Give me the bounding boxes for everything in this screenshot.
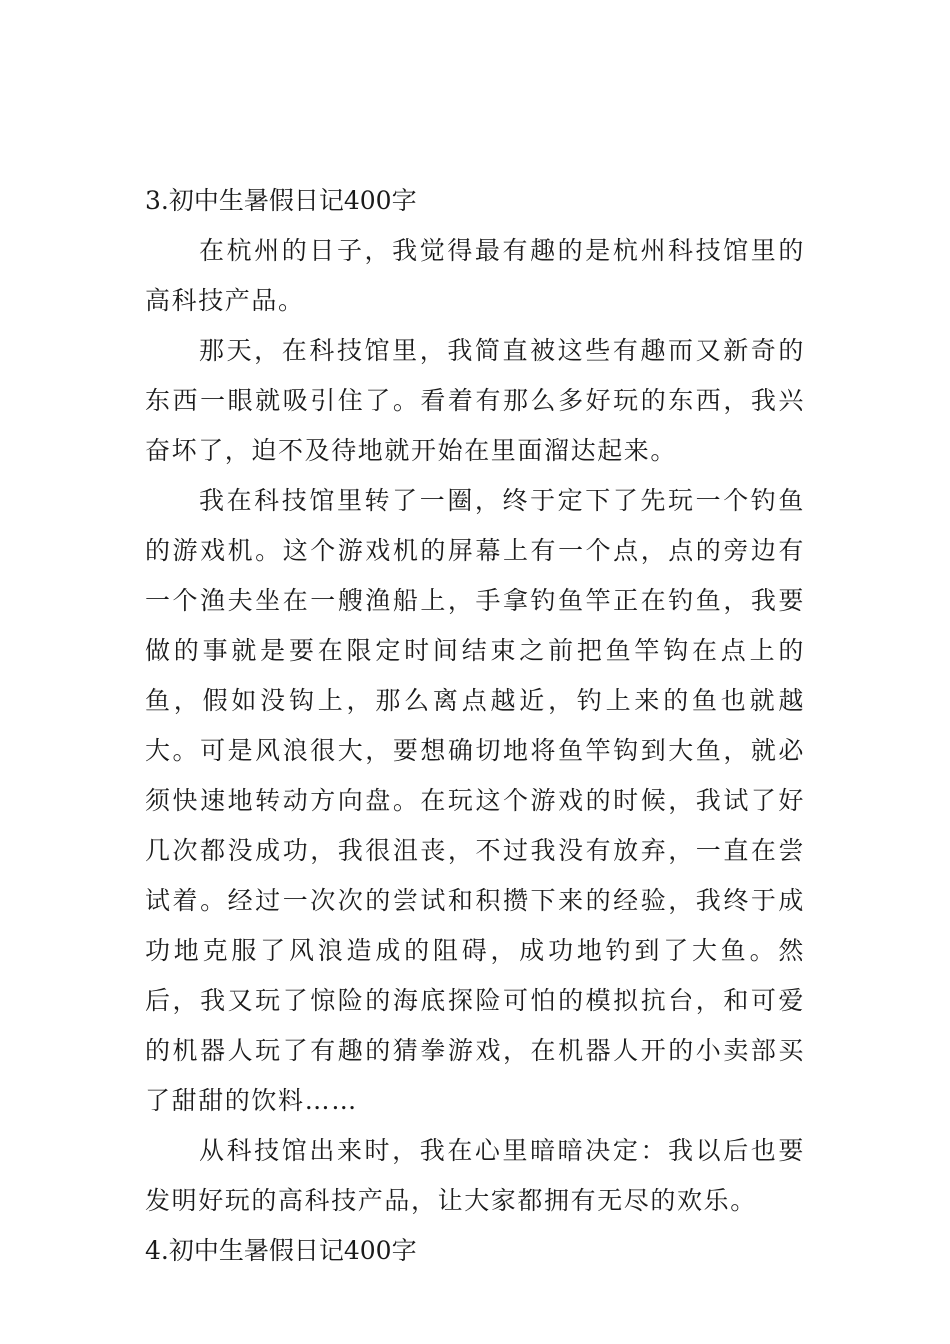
paragraph-1: 在杭州的日子，我觉得最有趣的是杭州科技馆里的高科技产品。	[145, 236, 805, 315]
document-body	[145, 176, 805, 1276]
paragraph-2: 那天，在科技馆里，我简直被这些有趣而又新奇的东西一眼就吸引住了。看着有那么多好玩的东西，我兴奋坏了，迫不及待地就开始在里面溜达起来。	[145, 336, 805, 465]
paragraph-3: 我在科技馆里转了一圈，终于定下了先玩一个钓鱼的游戏机。这个游戏机的屏幕上有一个点，点的旁边有一个渔夫坐在一艘渔船上，手拿钓鱼竿正在钓鱼，我要做的事就是要在限定时间结束之前把鱼竿钩在点上的鱼，假如没钩上，那么离点越近，钓上来的鱼也就越大。可是风浪很大，要想确切地将鱼竿钩到大鱼，就必须快速地转动方向盘。在玩这个游戏的时候，我试了好几次都没成功，我很沮丧，不过我没有放弃，一直在尝试着。经过一次次的尝试和积攒下来的经验，我终于成功地克服了风浪造成的阻碍，成功地钓到了大鱼。然后，我又玩了惊险的海底探险可怕的模拟抗台，和可爱的机器人玩了有趣的猜拳游戏，在机器人开的小卖部买了甜甜的饮料……	[145, 486, 805, 1115]
section-4-title: 4.初中生暑假日记400字	[145, 1236, 417, 1265]
section-3-title: 3.初中生暑假日记400字	[145, 186, 417, 215]
paragraph-4: 从科技馆出来时，我在心里暗暗决定：我以后也要发明好玩的高科技产品，让大家都拥有无尽的欢乐。	[145, 1136, 805, 1215]
